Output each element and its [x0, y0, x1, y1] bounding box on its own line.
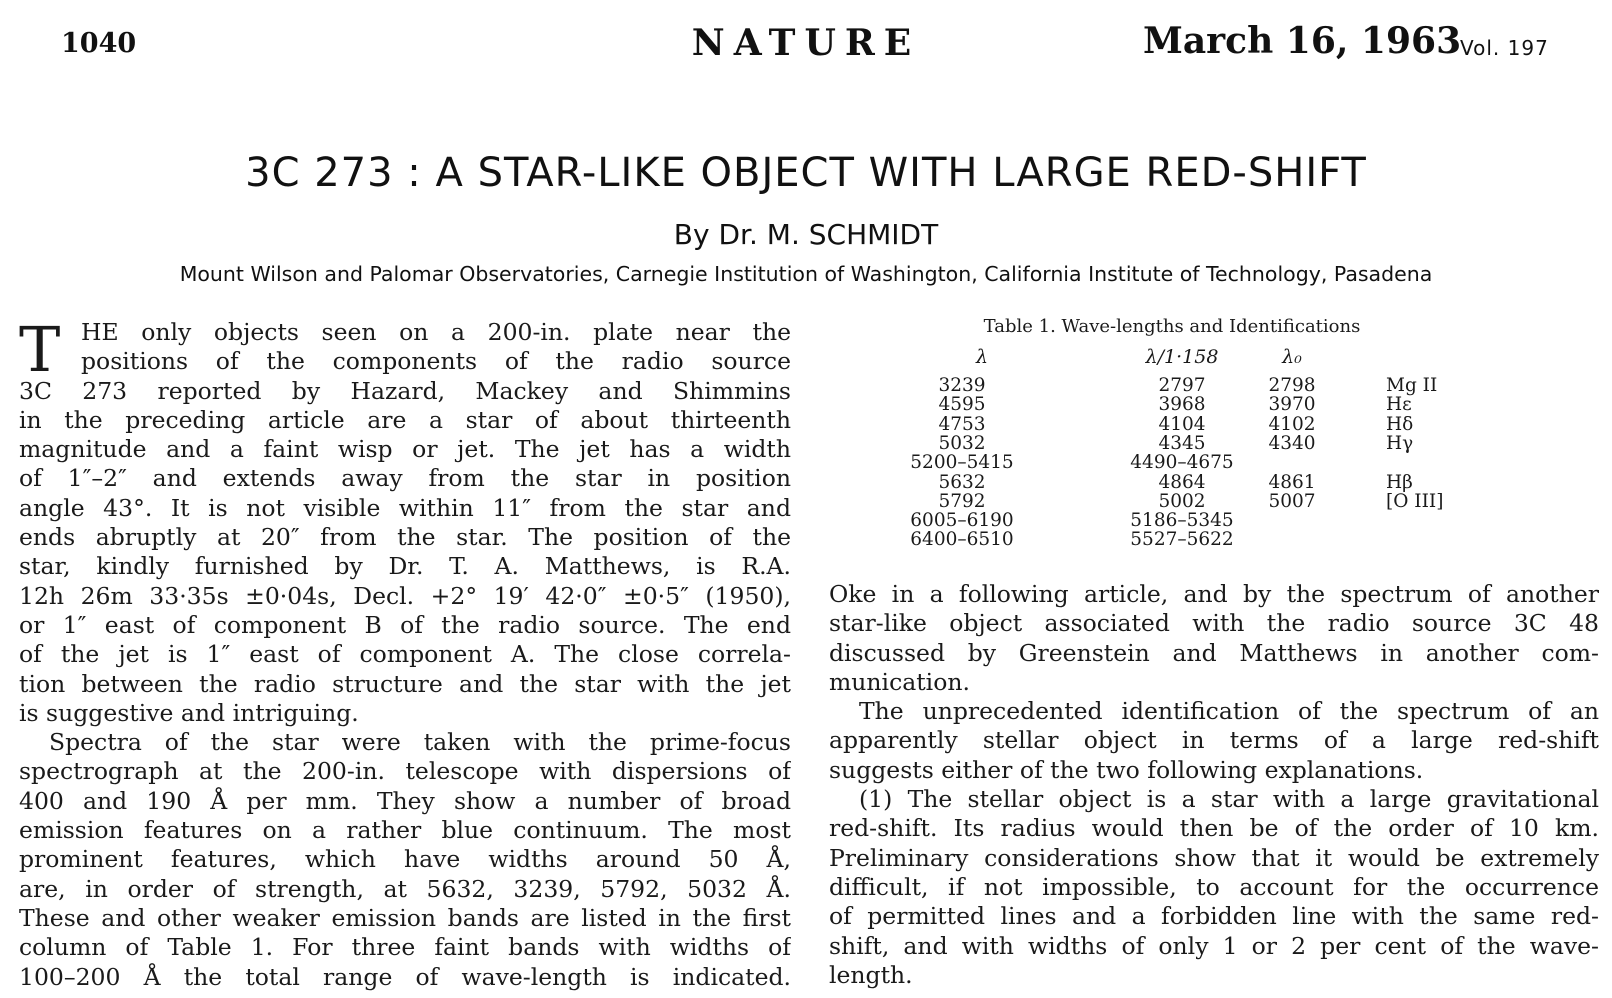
- text-line: suggests either of the two following explanations.: [829, 755, 1424, 784]
- text-line: (1) The stellar object is a star with a large gravitational: [859, 785, 1599, 814]
- table-cell: 4345: [1158, 432, 1206, 454]
- table-cell: 5527–5622: [1130, 529, 1234, 551]
- text-line: Oke in a following article, and by the spectrum of another: [829, 580, 1599, 608]
- table-caption: Table 1. Wave-lengths and Identifications: [983, 316, 1361, 337]
- text-line: spectrograph at the 200-in. telescope with dispersions of: [19, 757, 791, 786]
- text-line: apparently stellar object in terms of a large red-shift: [829, 726, 1599, 755]
- text-line: munication.: [829, 667, 970, 696]
- text-line: The unprecedented identification of the spectrum of an: [859, 697, 1599, 726]
- text-line: star, kindly furnished by Dr. T. A. Matthews, is R.A.: [19, 552, 791, 581]
- table-cell: 2798: [1268, 375, 1316, 396]
- text-line: Spectra of the star were taken with the prime-focus: [49, 728, 791, 757]
- issue-date: March 16, 1963: [1143, 20, 1462, 62]
- author-affiliation: Mount Wilson and Palomar Observatories, Carnegie Institution of Washington, California Institute of Technology, Pasadena: [179, 262, 1433, 286]
- text-line: discussed by Greenstein and Matthews in another com-: [829, 638, 1599, 667]
- table-cell: 5200–5415: [910, 452, 1014, 474]
- text-line: 100–200 Å the total range of wave-length is indicated.: [19, 962, 791, 991]
- table-cell: 4340: [1268, 432, 1316, 454]
- table-cell: 2797: [1158, 375, 1206, 396]
- text-line: tion between the radio structure and the star with the jet: [19, 669, 791, 698]
- volume-number: Vol. 197: [1460, 36, 1549, 60]
- table-cell: 4104: [1158, 413, 1206, 435]
- text-line: shift, and with widths of only 1 or 2 per cent of the wave-: [829, 931, 1599, 960]
- table-cell: 4490–4675: [1130, 452, 1234, 474]
- table-cell: 3968: [1158, 394, 1206, 416]
- text-line: are, in order of strength, at 5632, 3239, 5792, 5032 Å.: [19, 874, 791, 903]
- table-cell: 3239: [938, 375, 986, 396]
- table-cell: 3970: [1268, 394, 1316, 416]
- text-line: red-shift. Its radius would then be of the order of 10 km.: [829, 814, 1599, 843]
- table-cell: 6005–6190: [910, 510, 1014, 532]
- table-cell: 4102: [1268, 413, 1316, 435]
- table-cell: 5007: [1268, 490, 1316, 512]
- text-line: angle 43°. It is not visible within 11″ from the star and: [19, 493, 791, 522]
- table-cell: 5002: [1158, 490, 1206, 512]
- text-line: 400 and 190 Å per mm. They show a number of broad: [19, 786, 791, 815]
- drop-cap: T: [19, 313, 61, 386]
- left-column: [19, 313, 791, 992]
- text-line: These and other weaker emission bands are listed in the first: [19, 903, 791, 932]
- article-byline: By Dr. M. SCHMIDT: [673, 218, 939, 251]
- table-cell: 4864: [1158, 471, 1206, 493]
- table-cell: 5032: [938, 432, 986, 454]
- table-cell: 5792: [938, 490, 986, 512]
- table-cell: 6400–6510: [910, 529, 1014, 551]
- table-cell: [O III]: [1386, 490, 1444, 512]
- text-line: prominent features, which have widths around 50 Å,: [19, 845, 791, 874]
- text-line: difficult, if not impossible, to account for the occurrence: [829, 872, 1599, 901]
- text-line: positions of the components of the radio source: [81, 347, 791, 376]
- text-line: 12h 26m 33·35s ±0·04s, Decl. +2° 19′ 42·0″ ±0·5″ (1950),: [19, 581, 791, 610]
- table-header-wavelength: λ: [975, 346, 989, 368]
- table-cell: 5186–5345: [1130, 510, 1234, 532]
- right-column: [829, 580, 1599, 990]
- table-header-rest-wavelength: λ₀: [1282, 346, 1302, 368]
- text-line: is suggestive and intriguing.: [19, 698, 359, 727]
- text-line: emission features on a rather blue continuum. The most: [19, 816, 791, 845]
- text-line: HE only objects seen on a 200-in. plate near the: [81, 318, 791, 346]
- text-line: 3C 273 reported by Hazard, Mackey and Shimmins: [19, 376, 791, 405]
- text-line: ends abruptly at 20″ from the star. The position of the: [19, 523, 791, 552]
- table-cell: Hβ: [1386, 471, 1413, 493]
- text-line: or 1″ east of component B of the radio source. The end: [19, 610, 791, 639]
- journal-name: NATURE: [691, 22, 921, 64]
- article-title: 3C 273 : A STAR-LIKE OBJECT WITH LARGE RED-SHIFT: [245, 150, 1367, 196]
- page-number: 1040: [61, 28, 137, 59]
- text-line: of permitted lines and a forbidden line with the same red-: [829, 902, 1599, 931]
- table-cell: 4861: [1268, 471, 1316, 493]
- text-line: star-like object associated with the radio source 3C 48: [829, 609, 1599, 638]
- first-paragraph-opening: [19, 313, 791, 386]
- text-line: length.: [829, 960, 913, 989]
- text-line: in the preceding article are a star of about thirteenth: [19, 405, 791, 434]
- table-cell: Mg II: [1386, 375, 1438, 396]
- text-line: of 1″–2″ and extends away from the star in position: [19, 464, 791, 493]
- table-cell: Hγ: [1386, 432, 1414, 454]
- text-line: magnitude and a faint wisp or jet. The jet has a width: [19, 435, 791, 464]
- table-cell: 4753: [938, 413, 986, 435]
- table-header-rest-ratio: λ/1·158: [1145, 346, 1219, 368]
- table-cell: Hδ: [1386, 413, 1414, 435]
- text-line: Preliminary considerations show that it would be extremely: [829, 843, 1599, 872]
- text-line: of the jet is 1″ east of component A. The close correla-: [19, 640, 791, 669]
- text-line: column of Table 1. For three faint bands with widths of: [19, 933, 791, 962]
- table-cell: 4595: [938, 394, 986, 416]
- table-cell: 5632: [938, 471, 986, 493]
- table-cell: Hε: [1386, 394, 1412, 416]
